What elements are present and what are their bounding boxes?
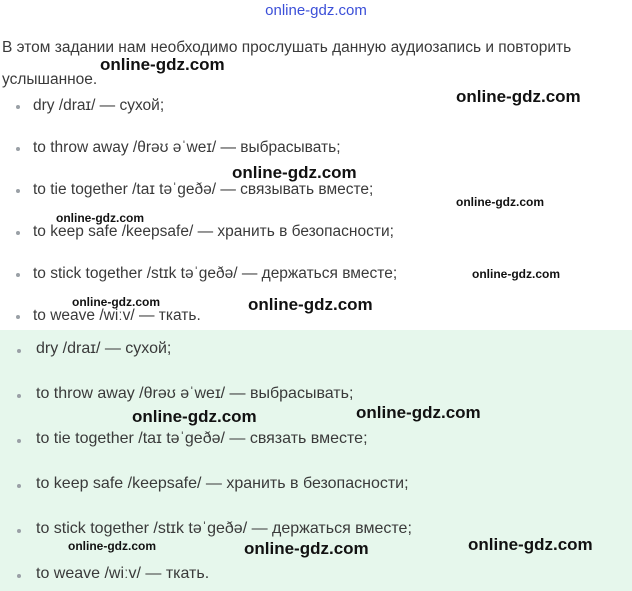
bullet-icon: [17, 349, 21, 353]
bullet-icon: [17, 439, 21, 443]
list-item-text: dry /draɪ/ — сухой;: [36, 340, 172, 357]
list-item-text: to tie together /taɪ təˈgeðə/ — связывать вместе;: [33, 181, 374, 198]
watermark-text: online-gdz.com: [468, 535, 593, 554]
watermark-text: online-gdz.com: [132, 407, 257, 426]
bullet-icon: [16, 189, 20, 193]
bullet-icon: [17, 484, 21, 488]
list-item-text: dry /draɪ/ — сухой;: [33, 97, 165, 114]
bullet-icon: [17, 529, 21, 533]
bullet-icon: [17, 574, 21, 578]
watermark-text: online-gdz.com: [456, 87, 581, 106]
watermark-text: online-gdz.com: [356, 403, 481, 422]
bullet-icon: [16, 231, 20, 235]
bullet-icon: [17, 394, 21, 398]
watermark-text: online-gdz.com: [56, 211, 144, 225]
list-item-text: to keep safe /keepsafe/ — хранить в безопасности;: [33, 223, 394, 240]
watermark-text: online-gdz.com: [456, 195, 544, 209]
list-item-text: to tie together /taɪ təˈgeðə/ — связать вместе;: [36, 430, 368, 447]
intro-paragraph: В этом задании нам необходимо прослушать данную аудиозапись и повторить услышанное.: [2, 39, 572, 88]
watermark-text: online-gdz.com: [68, 539, 156, 553]
watermark-text: online-gdz.com: [100, 55, 225, 74]
list-item-text: to weave /wiːv/ — ткать.: [33, 307, 201, 324]
bullet-icon: [16, 315, 20, 319]
watermark-text: online-gdz.com: [472, 267, 560, 281]
list-item-text: to throw away /θrəʊ əˈweɪ/ — выбрасывать;: [36, 385, 354, 402]
list-item-text: to throw away /θrəʊ əˈweɪ/ — выбрасывать;: [33, 139, 341, 156]
bullet-icon: [16, 105, 20, 109]
list-item-text: to stick together /stɪk təˈgeðə/ — держаться вместе;: [33, 265, 398, 282]
watermark-text: online-gdz.com: [232, 163, 357, 182]
bullet-icon: [16, 273, 20, 277]
bullet-icon: [16, 147, 20, 151]
watermark-text: online-gdz.com: [244, 539, 369, 558]
watermark-text: online-gdz.com: [248, 295, 373, 314]
list-item-text: to stick together /stɪk təˈgeðə/ — держаться вместе;: [36, 520, 412, 537]
list-item-text: to weave /wiːv/ — ткать.: [36, 565, 210, 582]
watermark-text: online-gdz.com: [72, 295, 160, 309]
list-item-text: to keep safe /keepsafe/ — хранить в безопасности;: [36, 475, 409, 492]
site-header-link[interactable]: online-gdz.com: [265, 2, 367, 19]
